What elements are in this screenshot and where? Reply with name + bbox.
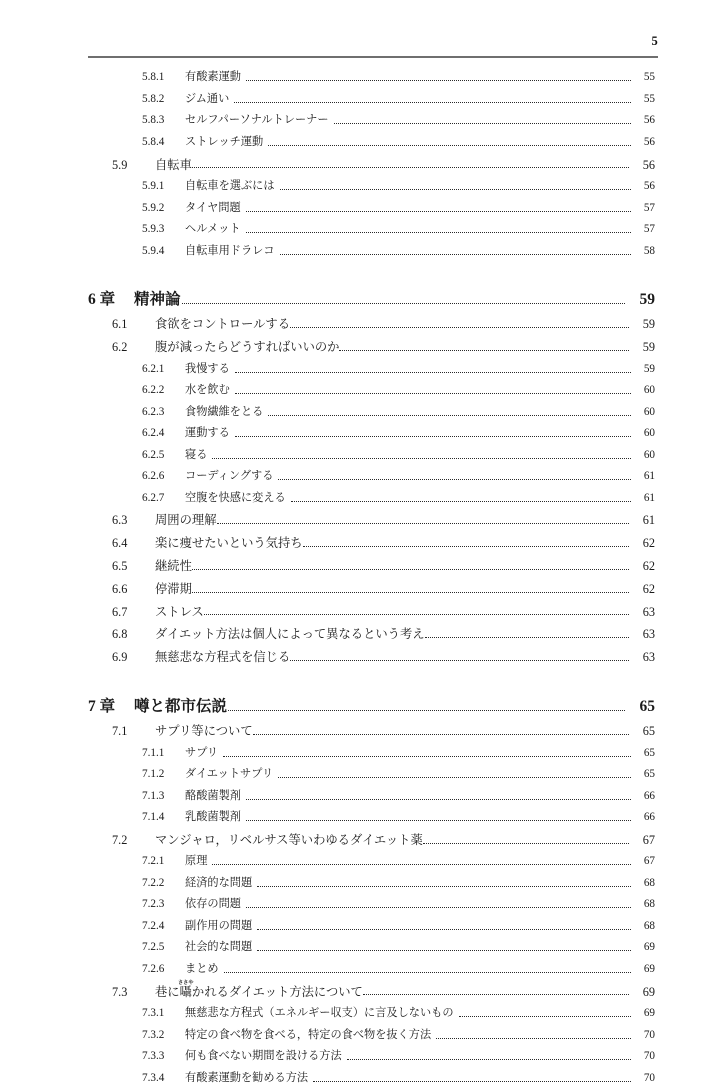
- toc-entry-7-1-1[interactable]: [0, 737, 725, 759]
- toc-entry-6-2-4[interactable]: [0, 418, 725, 440]
- toc-entry-page-number: 61: [643, 491, 655, 504]
- toc-entry-title: 依存の問題: [185, 898, 241, 911]
- toc-entry-6-4[interactable]: [0, 527, 725, 550]
- dot-leader: [278, 769, 631, 780]
- toc-entry-number: 6.4: [112, 536, 128, 551]
- dot-leader: [224, 964, 631, 975]
- toc-entry-7-2-2[interactable]: [0, 868, 725, 890]
- toc-entry-page-number: 68: [643, 898, 655, 911]
- dot-leader: [459, 1008, 631, 1019]
- dot-leader: [246, 72, 631, 83]
- toc-entry-page-number: 61: [643, 470, 655, 483]
- dot-leader: [246, 812, 631, 823]
- toc-entry-title: 何も食べない期間を設ける方法: [185, 1050, 342, 1063]
- toc-entry-title: 自転車を選ぶには: [185, 180, 275, 193]
- toc-entry-page-number: 70: [643, 1028, 655, 1041]
- dot-leader: [257, 942, 631, 953]
- toc-entry-title: 無慈悲な方程式（エネルギー収支）に言及しないもの: [185, 1007, 454, 1020]
- toc-entry-page-number: 56: [643, 135, 655, 148]
- toc-entry-number: 5.9.2: [142, 201, 165, 214]
- dot-leader: [423, 834, 629, 846]
- toc-entry-number: 7.1: [112, 723, 128, 738]
- toc-entry-number: 6.6: [112, 581, 128, 596]
- toc-entry-title: 食欲をコントロールする: [155, 317, 291, 332]
- toc-entry-page-number: 63: [642, 627, 655, 642]
- toc-entry-page-number: 69: [642, 984, 655, 999]
- dot-leader: [228, 699, 625, 715]
- toc-entry-page-number: 57: [643, 223, 655, 236]
- toc-entry-title: コーディングする: [185, 470, 274, 483]
- dot-leader: [192, 560, 629, 572]
- toc-entry-title: まとめ: [185, 962, 219, 975]
- dot-leader: [280, 246, 631, 257]
- toc-entry-number: 7.2.3: [142, 898, 165, 911]
- toc-entry-title: 乳酸菌製剤: [185, 811, 241, 824]
- dot-leader: [223, 748, 631, 759]
- toc-entry-title: セルフパーソナルトレーナー: [185, 114, 329, 127]
- toc-entry-7-1-2[interactable]: [0, 759, 725, 781]
- toc-entry-title: 停滞期: [155, 581, 192, 596]
- toc-entry-page-number: 62: [642, 536, 655, 551]
- toc-entry-title: タイヤ問題: [185, 201, 241, 214]
- toc-entry-number: 5.8.4: [142, 135, 165, 148]
- dot-leader: [268, 137, 631, 148]
- dot-leader: [363, 986, 629, 998]
- toc-entry-title: 無慈悲な方程式を信じる: [155, 650, 291, 665]
- toc-entry-page-number: 60: [643, 427, 655, 440]
- toc-entry-number: 7.3: [112, 984, 128, 999]
- toc-entry-5-9-4[interactable]: [0, 235, 725, 257]
- toc-entry-number: 7.2: [112, 832, 128, 847]
- toc-entry-title: 水を飲む: [185, 384, 230, 397]
- toc-entry-number: 7.3.2: [142, 1028, 165, 1041]
- toc-entry-7-3-1[interactable]: [0, 998, 725, 1020]
- toc-entry-title: 継続性: [155, 558, 192, 573]
- toc-entry-number: 5.9.1: [142, 180, 165, 193]
- toc-entry-number: 5.8.3: [142, 114, 165, 127]
- toc-entry-7-2-1[interactable]: [0, 846, 725, 868]
- header-rule-divider: [88, 56, 658, 58]
- toc-entry-page-number: 55: [643, 71, 655, 84]
- toc-entry-number: 7.3.3: [142, 1050, 165, 1063]
- dot-leader: [235, 364, 631, 375]
- dot-leader: [212, 450, 631, 461]
- toc-entry-page-number: 56: [643, 180, 655, 193]
- toc-entry-6-2-2[interactable]: [0, 375, 725, 397]
- dot-leader: [253, 725, 629, 737]
- toc-entry-page-number: 66: [643, 811, 655, 824]
- toc-entry-page-number: 59: [639, 291, 655, 309]
- toc-entry-number: 6 章: [88, 291, 116, 309]
- toc-entry-page-number: 58: [643, 244, 655, 257]
- toc-entry-7-1-3[interactable]: [0, 780, 725, 802]
- toc-entry-number: 5.9.4: [142, 244, 165, 257]
- dot-leader: [339, 341, 629, 353]
- toc-entry-number: 7.1.2: [142, 768, 165, 781]
- toc-entry-number: 5.9.3: [142, 223, 165, 236]
- toc-entry-title: マンジャロ，リベルサス等いわゆるダイエット薬: [155, 832, 423, 847]
- toc-entry-title: ダイエットサプリ: [185, 768, 274, 781]
- toc-entry-7-3-3[interactable]: [0, 1041, 725, 1063]
- toc-entry-title: 社会的な問題: [185, 941, 253, 954]
- dot-leader: [192, 159, 629, 171]
- dot-leader: [235, 428, 631, 439]
- toc-entry-number: 6.2.5: [142, 448, 165, 461]
- toc-entry-number: 6.1: [112, 317, 128, 332]
- toc-entry-title: 我慢する: [185, 362, 230, 375]
- toc-entry-title: ヘルメット: [185, 223, 241, 236]
- toc-entry-number: 7.1.4: [142, 811, 165, 824]
- dot-leader: [204, 606, 629, 618]
- toc-entry-number: 6.5: [112, 558, 128, 573]
- toc-entry-number: 7.2.1: [142, 855, 165, 868]
- toc-entry-page-number: 59: [643, 362, 655, 375]
- toc-entry-number: 6.9: [112, 650, 128, 665]
- toc-entry-title: 楽に痩せたいという気持ち: [155, 536, 303, 551]
- toc-entry-page-number: 65: [643, 768, 655, 781]
- toc-entry-title: 腹が減ったらどうすればいいのか: [155, 340, 340, 355]
- toc-entry-page-number: 59: [642, 340, 655, 355]
- dot-leader: [246, 203, 631, 214]
- toc-entry-6-5[interactable]: [0, 549, 725, 572]
- dot-leader: [192, 583, 629, 595]
- toc-entry-page-number: 65: [643, 746, 655, 759]
- toc-entry-page-number: 65: [639, 697, 655, 715]
- toc-entry-page-number: 69: [643, 1007, 655, 1020]
- toc-entry-5-9-3[interactable]: [0, 214, 725, 236]
- toc-entry-number: 6.2.4: [142, 427, 165, 440]
- toc-entry-page-number: 69: [643, 962, 655, 975]
- toc-entry-title: 原理: [185, 855, 208, 868]
- toc-entry-5-8-3[interactable]: [0, 105, 725, 127]
- toc-entry-title: 有酸素運動を勧める方法: [185, 1071, 309, 1084]
- toc-entry-number: 6.3: [112, 513, 128, 528]
- toc-entry-number: 6.2.3: [142, 405, 165, 418]
- toc-entry-page-number: 61: [642, 513, 655, 528]
- dot-leader: [290, 318, 629, 330]
- toc-entry-title: ストレッチ運動: [185, 135, 264, 148]
- toc-entry-title: 噂と都市伝説: [134, 697, 228, 715]
- toc-entry-6-2-7[interactable]: [0, 482, 725, 504]
- toc-entry-page-number: 56: [642, 157, 655, 172]
- dot-leader: [290, 651, 629, 663]
- toc-entry-7-3[interactable]: [0, 975, 725, 998]
- toc-entry-page-number: 62: [642, 558, 655, 573]
- toc-entry-title: 空腹を快感に変える: [185, 491, 286, 504]
- toc-entry-7-2-4[interactable]: [0, 911, 725, 933]
- dot-leader: [303, 537, 629, 549]
- toc-entry-page-number: 70: [643, 1071, 655, 1084]
- toc-entry-5-9[interactable]: [0, 148, 725, 171]
- toc-entry-page-number: 65: [642, 723, 655, 738]
- toc-entry-number: 7.2.6: [142, 962, 165, 975]
- toc-entry-number: 7.2.5: [142, 941, 165, 954]
- toc-entry-title: 特定の食べ物を食べる，特定の食べ物を抜く方法: [185, 1028, 432, 1041]
- toc-entry-page-number: 68: [643, 876, 655, 889]
- toc-entry-6-7[interactable]: [0, 595, 725, 618]
- dot-leader: [217, 514, 630, 526]
- toc-entry-6-2-1[interactable]: [0, 353, 725, 375]
- toc-entry-number: 7.1.3: [142, 789, 165, 802]
- toc-entry-7-1-4[interactable]: [0, 802, 725, 824]
- toc-entry-7-2-5[interactable]: [0, 932, 725, 954]
- toc-entry-number: 5.9: [112, 157, 128, 172]
- dot-leader: [291, 493, 631, 504]
- dot-leader: [246, 791, 631, 802]
- toc-entry-title: 有酸素運動: [185, 71, 241, 84]
- toc-entry-7-2-6[interactable]: [0, 954, 725, 976]
- toc-entry-page-number: 66: [643, 789, 655, 802]
- toc-entry-page-number: 70: [643, 1050, 655, 1063]
- toc-entry-6-2-3[interactable]: [0, 396, 725, 418]
- dot-leader: [436, 1030, 631, 1041]
- toc-entry-page-number: 69: [643, 941, 655, 954]
- dot-leader: [257, 921, 631, 932]
- toc-entry-page-number: 56: [643, 114, 655, 127]
- toc-entry-number: 6.8: [112, 627, 128, 642]
- toc-entry-number: 6.2.1: [142, 362, 165, 375]
- toc-entry-number: 6.2.6: [142, 470, 165, 483]
- toc-entry-title: 副作用の問題: [185, 919, 253, 932]
- toc-entry-title: 経済的な問題: [185, 876, 253, 889]
- toc-entry-number: 6.2.7: [142, 491, 165, 504]
- toc-entry-7-2-3[interactable]: [0, 889, 725, 911]
- dot-leader: [278, 471, 631, 482]
- toc-entry-number: 6.2: [112, 340, 128, 355]
- dot-leader: [246, 899, 631, 910]
- toc-entry-page-number: 60: [643, 384, 655, 397]
- toc-entry-number: 7 章: [88, 697, 116, 715]
- toc-entry-page-number: 60: [643, 405, 655, 418]
- toc-entry-7[interactable]: [0, 683, 725, 714]
- toc-entry-title: 周囲の理解: [155, 513, 217, 528]
- toc-entry-page-number: 62: [642, 581, 655, 596]
- toc-entry-number: 7.3.1: [142, 1007, 165, 1020]
- dot-leader: [347, 1051, 631, 1062]
- toc-entry-title: サプリ等について: [155, 723, 253, 738]
- dot-leader: [246, 224, 631, 235]
- toc-entry-number: 5.8.1: [142, 71, 165, 84]
- toc-entry-6-8[interactable]: [0, 618, 725, 641]
- toc-entry-7-3-2[interactable]: [0, 1019, 725, 1041]
- dot-leader: [334, 115, 631, 126]
- toc-entry-number: 7.2.2: [142, 876, 165, 889]
- toc-entry-number: 7.1.1: [142, 746, 165, 759]
- toc-entry-5-8-4[interactable]: [0, 127, 725, 149]
- toc-entry-number: 7.2.4: [142, 919, 165, 932]
- toc-entry-page-number: 67: [643, 855, 655, 868]
- dot-leader: [313, 1073, 631, 1084]
- toc-entry-title: ジム通い: [185, 92, 230, 105]
- toc-entry-title: 食物繊維をとる: [185, 405, 264, 418]
- toc-entry-page-number: 55: [643, 92, 655, 105]
- toc-entry-6-2[interactable]: [0, 331, 725, 354]
- toc-entry-7-1[interactable]: [0, 714, 725, 737]
- toc-entry-6-2-5[interactable]: [0, 439, 725, 461]
- dot-leader: [425, 628, 629, 640]
- toc-entry-title: 自転車用ドラレコ: [185, 244, 275, 257]
- toc-entry-page-number: 67: [642, 832, 655, 847]
- dot-leader: [235, 385, 631, 396]
- toc-entry-5-8-2[interactable]: [0, 84, 725, 106]
- toc-entry-5-9-1[interactable]: [0, 171, 725, 193]
- ruby-text: ささや: [177, 979, 194, 986]
- dot-leader: [268, 407, 631, 418]
- toc-entry-title: ダイエット方法は個人によって異なるという考え: [155, 627, 425, 642]
- toc-entry-number: 6.2.2: [142, 384, 165, 397]
- toc-entry-title: 寝る: [185, 448, 208, 461]
- ruby-annotation: 囁ささや: [177, 979, 194, 999]
- dot-leader: [257, 878, 631, 889]
- dot-leader: [234, 94, 631, 105]
- toc-entry-page-number: 57: [643, 201, 655, 214]
- toc-entry-title-with-ruby: 巷に囁ささやかれるダイエット方法について: [155, 979, 363, 999]
- toc-entry-title: 酪酸菌製剤: [185, 789, 241, 802]
- dot-leader: [212, 856, 631, 867]
- toc-entry-title: 運動する: [185, 427, 230, 440]
- toc-entry-page-number: 68: [643, 919, 655, 932]
- toc-entry-page-number: 63: [642, 650, 655, 665]
- toc-entry-6[interactable]: [0, 277, 725, 308]
- toc-entry-6-9[interactable]: [0, 641, 725, 664]
- toc-entry-page-number: 63: [642, 604, 655, 619]
- toc-entry-6-3[interactable]: [0, 504, 725, 527]
- toc-entry-5-9-2[interactable]: [0, 192, 725, 214]
- toc-entry-number: 6.7: [112, 604, 128, 619]
- dot-leader: [280, 181, 631, 192]
- toc-entry-5-8-1[interactable]: [0, 62, 725, 84]
- toc-entry-6-6[interactable]: [0, 572, 725, 595]
- toc-entry-number: 5.8.2: [142, 92, 165, 105]
- dot-leader: [182, 292, 625, 308]
- toc-entry-title: サプリ: [185, 746, 219, 759]
- toc-entry-6-1[interactable]: [0, 308, 725, 331]
- page-number-folio: 5: [651, 34, 658, 48]
- toc-entry-number: 7.3.4: [142, 1071, 165, 1084]
- toc-entry-title: 精神論: [134, 291, 181, 309]
- toc-entry-7-3-4[interactable]: [0, 1062, 725, 1084]
- table-of-contents: [0, 62, 725, 1084]
- toc-entry-7-2[interactable]: [0, 823, 725, 846]
- toc-entry-title: 自転車: [155, 157, 192, 172]
- toc-entry-title: ストレス: [155, 604, 204, 619]
- toc-entry-6-2-6[interactable]: [0, 461, 725, 483]
- toc-entry-page-number: 59: [642, 317, 655, 332]
- toc-entry-page-number: 60: [643, 448, 655, 461]
